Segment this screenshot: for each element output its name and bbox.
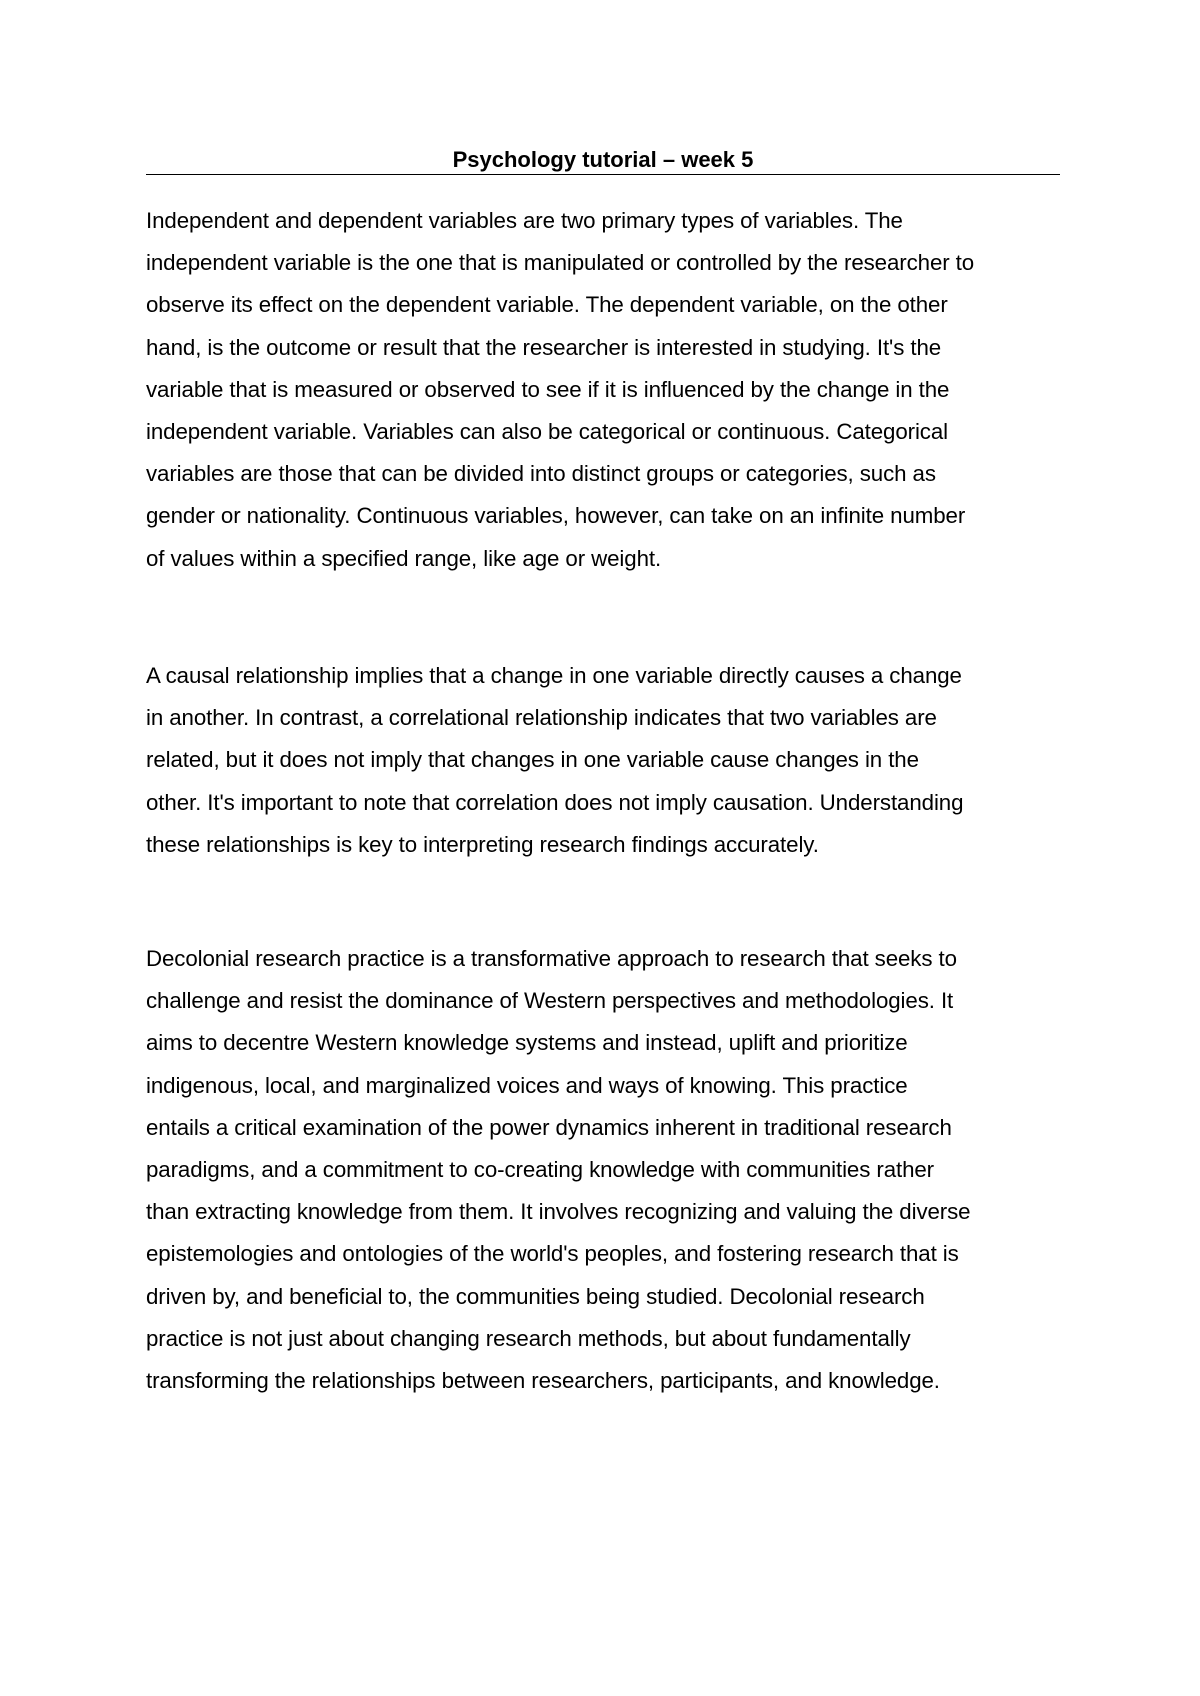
paragraph-causal-relationship — [146, 655, 1066, 866]
paragraph-variables — [146, 200, 1066, 580]
paragraph-line: Decolonial research practice is a transformative approach to research that seeks to — [146, 946, 957, 971]
paragraph-line: practice is not just about changing research methods, but about fundamentally — [146, 1325, 911, 1351]
paragraph-line: variables are those that can be divided into distinct groups or categories, such as — [146, 461, 936, 487]
paragraph-line: in another. In contrast, a correlational relationship indicates that two variables are — [146, 705, 937, 731]
paragraph-line: than extracting knowledge from them. It involves recognizing and valuing the diverse — [146, 1199, 971, 1225]
paragraph-line: driven by, and beneficial to, the communities being studied. Decolonial research — [146, 1283, 925, 1309]
paragraph-line: transforming the relationships between researchers, participants, and knowledge. — [146, 1367, 940, 1393]
paragraph-line: aims to decentre Western knowledge systems and instead, uplift and prioritize — [146, 1030, 908, 1056]
paragraph-line: independent variable. Variables can also be categorical or continuous. Categorical — [146, 418, 949, 444]
paragraph-line: paradigms, and a commitment to co-creating knowledge with communities rather — [146, 1156, 935, 1182]
paragraph-line: indigenous, local, and marginalized voices and ways of knowing. This practice — [146, 1072, 908, 1098]
paragraph-line: these relationships is key to interpreting research findings accurately. — [146, 831, 819, 857]
paragraph-decolonial-research — [146, 938, 1066, 1402]
paragraph-line: related, but it does not imply that changes in one variable cause changes in the — [146, 747, 919, 773]
paragraph-line: gender or nationality. Continuous variables, however, can take on an infinite number — [146, 503, 966, 529]
paragraph-line: hand, is the outcome or result that the researcher is interested in studying. It's the — [146, 334, 942, 360]
paragraph-line: challenge and resist the dominance of Western perspectives and methodologies. It — [146, 988, 954, 1014]
paragraph-line: of values within a specified range, like age or weight. — [146, 545, 662, 571]
title-underline — [146, 174, 1060, 175]
paragraph-line: other. It's important to note that correlation does not imply causation. Understanding — [146, 789, 964, 815]
paragraph-line: independent variable is the one that is manipulated or controlled by the researcher to — [146, 250, 975, 276]
paragraph-line: observe its effect on the dependent variable. The dependent variable, on the other — [146, 292, 948, 318]
paragraph-line: variable that is measured or observed to see if it is influenced by the change in the — [146, 376, 950, 402]
paragraph-line: epistemologies and ontologies of the world's peoples, and fostering research that is — [146, 1241, 959, 1267]
paragraph-line: entails a critical examination of the power dynamics inherent in traditional research — [146, 1114, 952, 1140]
document-title: Psychology tutorial – week 5 — [452, 147, 754, 172]
paragraph-line: A causal relationship implies that a change in one variable directly causes a change — [146, 663, 962, 688]
paragraph-line: Independent and dependent variables are two primary types of variables. The — [146, 208, 903, 233]
